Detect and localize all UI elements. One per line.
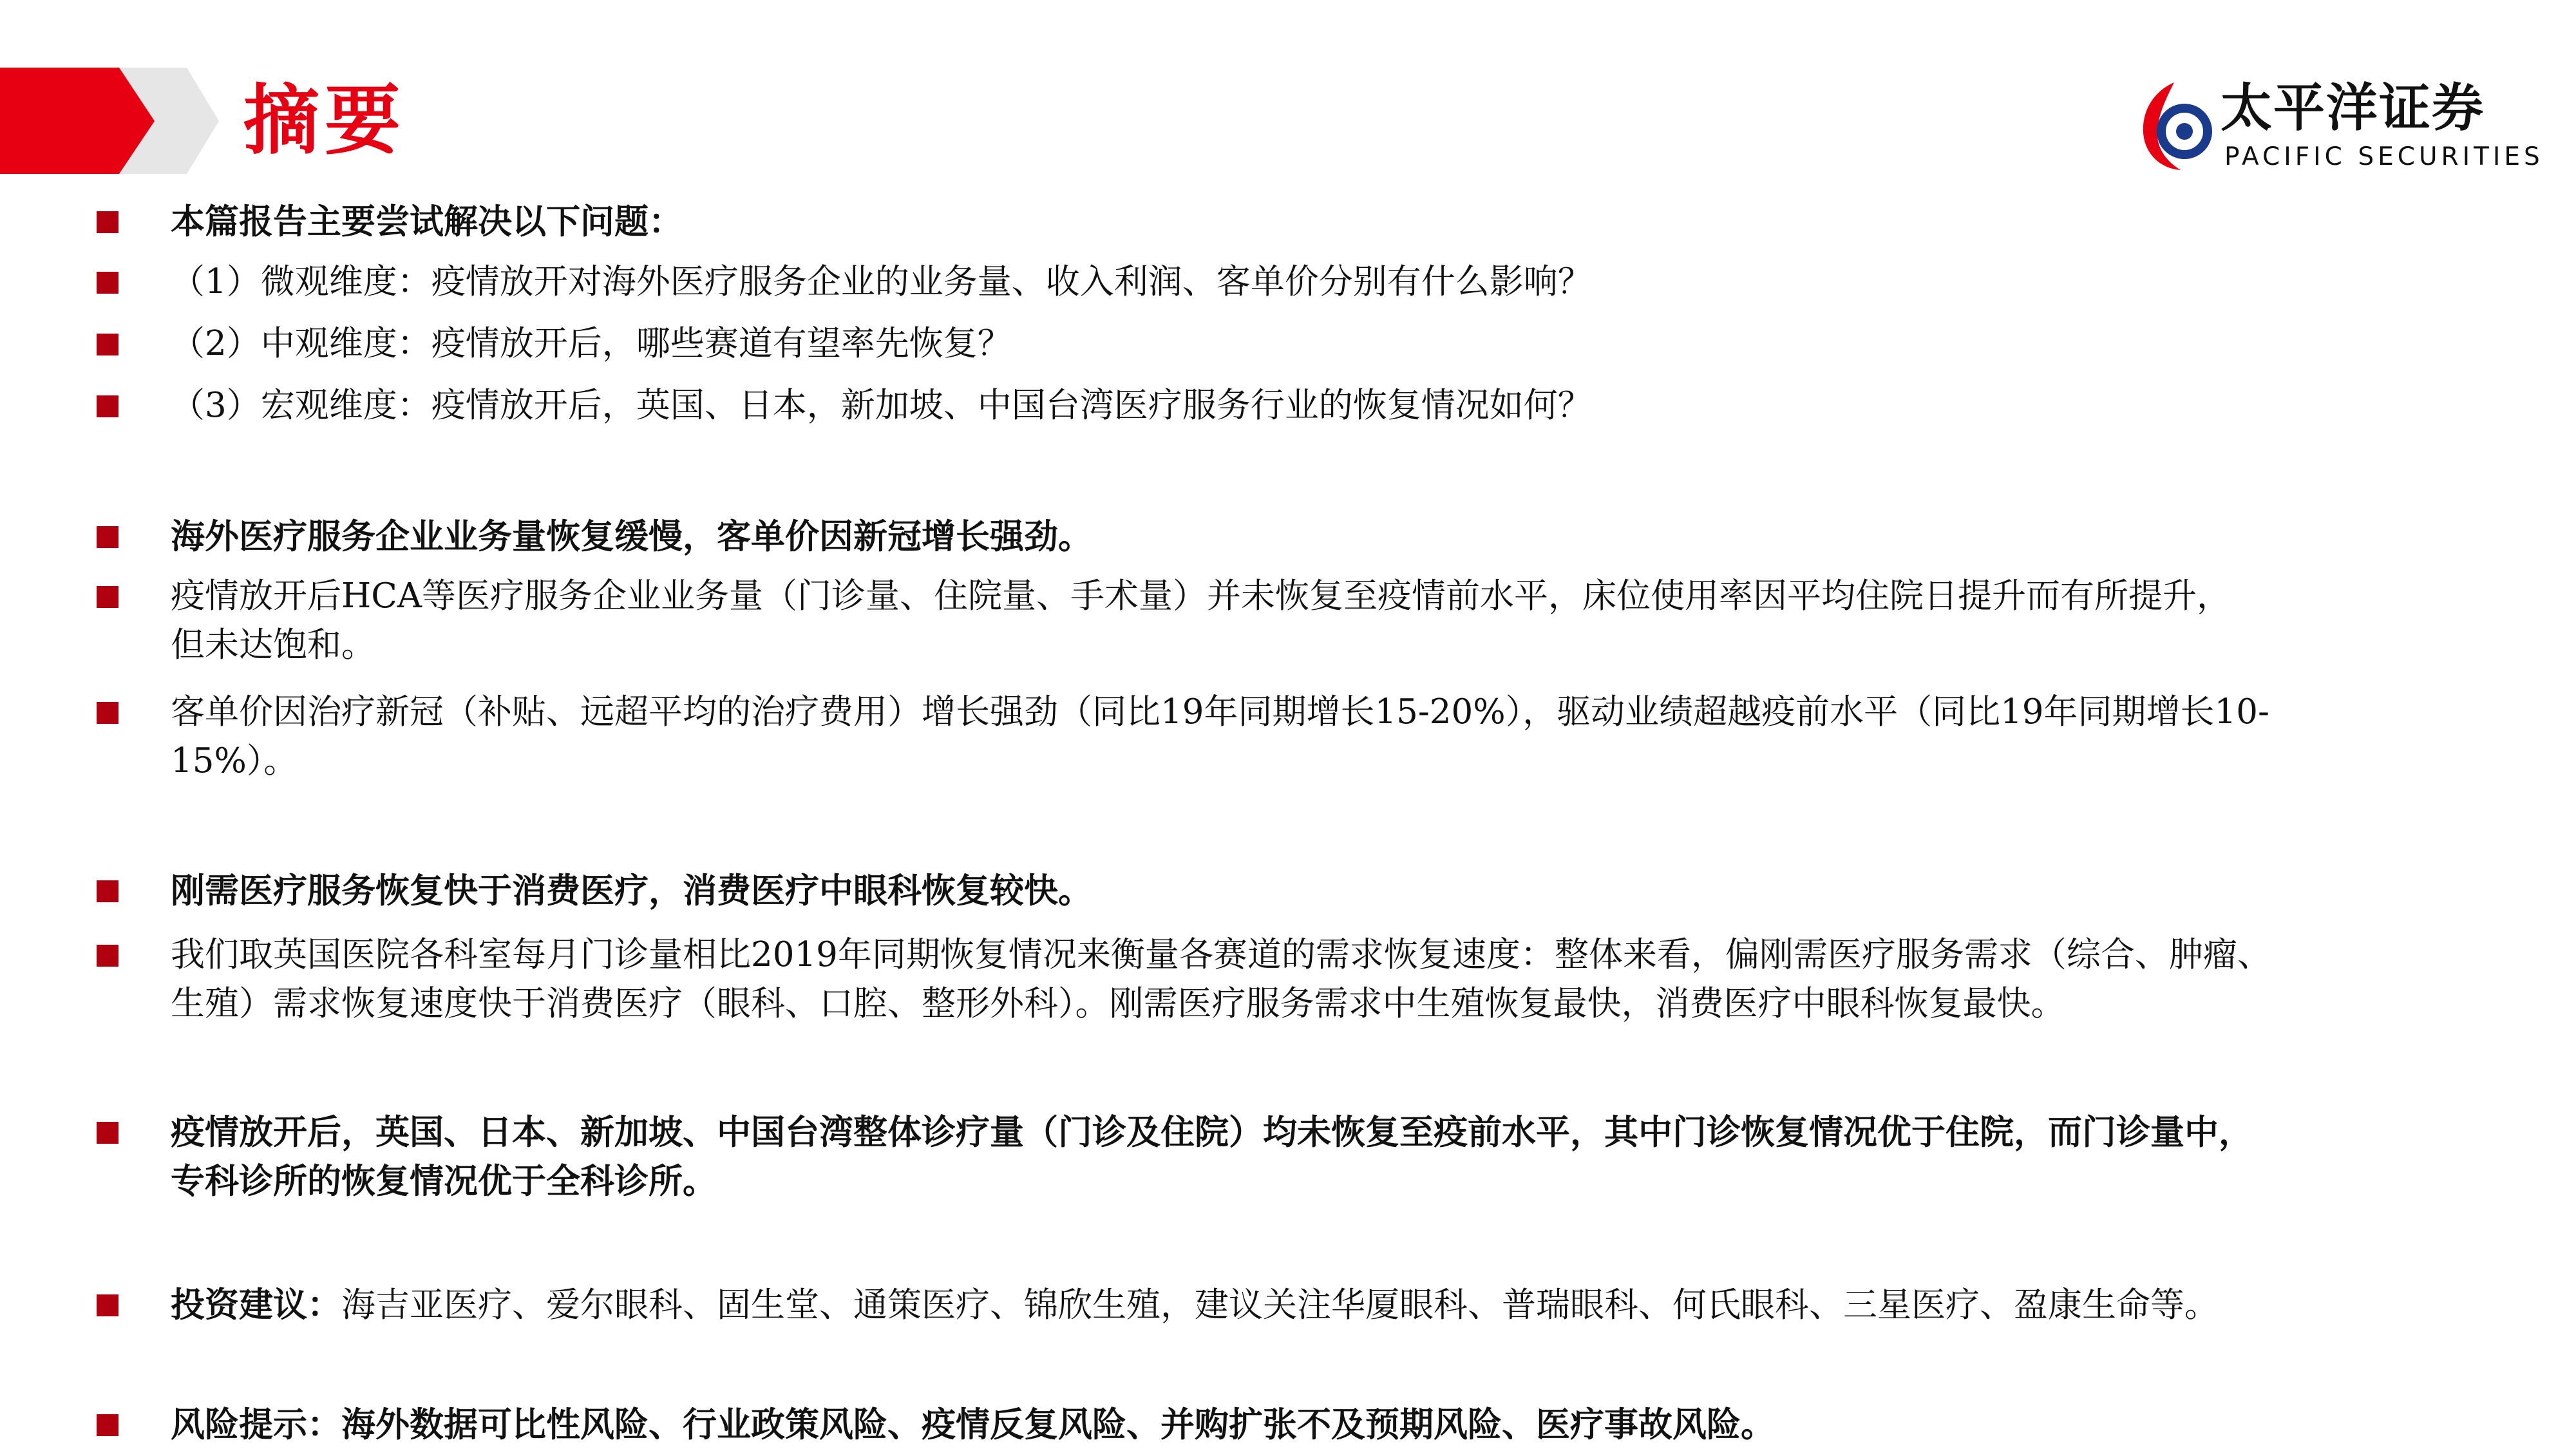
bullet-line: 但未达饱和。: [171, 625, 375, 665]
square-bullet-icon: [97, 526, 118, 548]
header-chevron-decoration: [0, 0, 219, 174]
bullet-line: （3）宏观维度：疫情放开后，英国、日本，新加坡、中国台湾医疗服务行业的恢复情况如何？: [171, 386, 1592, 425]
risk-warning-text: 海外数据可比性风险、行业政策风险、疫情反复风险、并购扩张不及预期风险、医疗事故风险。: [341, 1405, 1775, 1444]
square-bullet-icon: [97, 211, 118, 233]
risk-warning-label: 风险提示：: [171, 1405, 341, 1444]
logo-name-en: PACIFIC SECURITIES: [2224, 142, 2544, 171]
bullet-line: [171, 1280, 2573, 1330]
logo-name-cn: 太平洋证券: [2221, 78, 2485, 138]
bullet-line: 疫情放开后，英国、日本、新加坡、中国台湾整体诊疗量（门诊及住院）均未恢复至疫前水平，其中门诊恢复情况优于住院，而门诊量中，: [171, 1112, 2253, 1152]
bullet-line: 疫情放开后HCA等医疗服务企业业务量（门诊量、住院量、手术量）并未恢复至疫情前水平，床位使用率因平均住院日提升而有所提升，: [171, 576, 2231, 616]
bullet-line: （1）微观维度：疫情放开对海外医疗服务企业的业务量、收入利润、客单价分别有什么影响？: [171, 262, 1592, 301]
square-bullet-icon: [97, 702, 118, 724]
bullet-line: 专科诊所的恢复情况优于全科诊所。: [171, 1161, 717, 1201]
square-bullet-icon: [97, 945, 118, 967]
pacific-logo-icon: [2138, 77, 2214, 174]
bullet-line: 生殖）需求恢复速度快于消费医疗（眼科、口腔、整形外科）。刚需医疗服务需求中生殖恢复最快，消费医疗中眼科恢复最快。: [171, 984, 2065, 1023]
bullet-line: 15%）。: [171, 741, 298, 781]
company-logo: [2138, 76, 2544, 179]
investment-advice-label: 投资建议：: [171, 1285, 341, 1325]
bullet-line: （2）中观维度：疫情放开后，哪些赛道有望率先恢复？: [171, 324, 1012, 363]
bullet-line: 海外医疗服务企业业务量恢复缓慢，客单价因新冠增长强劲。: [171, 516, 1092, 556]
square-bullet-icon: [97, 880, 118, 902]
bullet-line: 我们取英国医院各科室每月门诊量相比2019年同期恢复情况来衡量各赛道的需求恢复速度：整体来看，偏刚需医疗服务需求（综合、肿瘤、: [171, 935, 2271, 974]
square-bullet-icon: [97, 334, 118, 355]
bullet-line: 本篇报告主要尝试解决以下问题：: [171, 202, 683, 242]
square-bullet-icon: [97, 1414, 118, 1436]
square-bullet-icon: [97, 1122, 118, 1144]
square-bullet-icon: [97, 395, 118, 417]
square-bullet-icon: [97, 272, 118, 294]
square-bullet-icon: [97, 1294, 118, 1316]
bullet-line: [171, 1400, 2573, 1449]
investment-advice-text: 海吉亚医疗、爱尔眼科、固生堂、通策医疗、锦欣生殖，建议关注华厦眼科、普瑞眼科、何氏眼科、三星医疗、盈康生命等。: [341, 1285, 2219, 1325]
square-bullet-icon: [97, 586, 118, 608]
page-title: 摘要: [243, 75, 406, 165]
bullet-line: 客单价因治疗新冠（补贴、远超平均的治疗费用）增长强劲（同比19年同期增长15-20%），驱动业绩超越疫前水平（同比19年同期增长10-: [171, 692, 2269, 732]
bullet-line: 刚需医疗服务恢复快于消费医疗，消费医疗中眼科恢复较快。: [171, 871, 1092, 911]
